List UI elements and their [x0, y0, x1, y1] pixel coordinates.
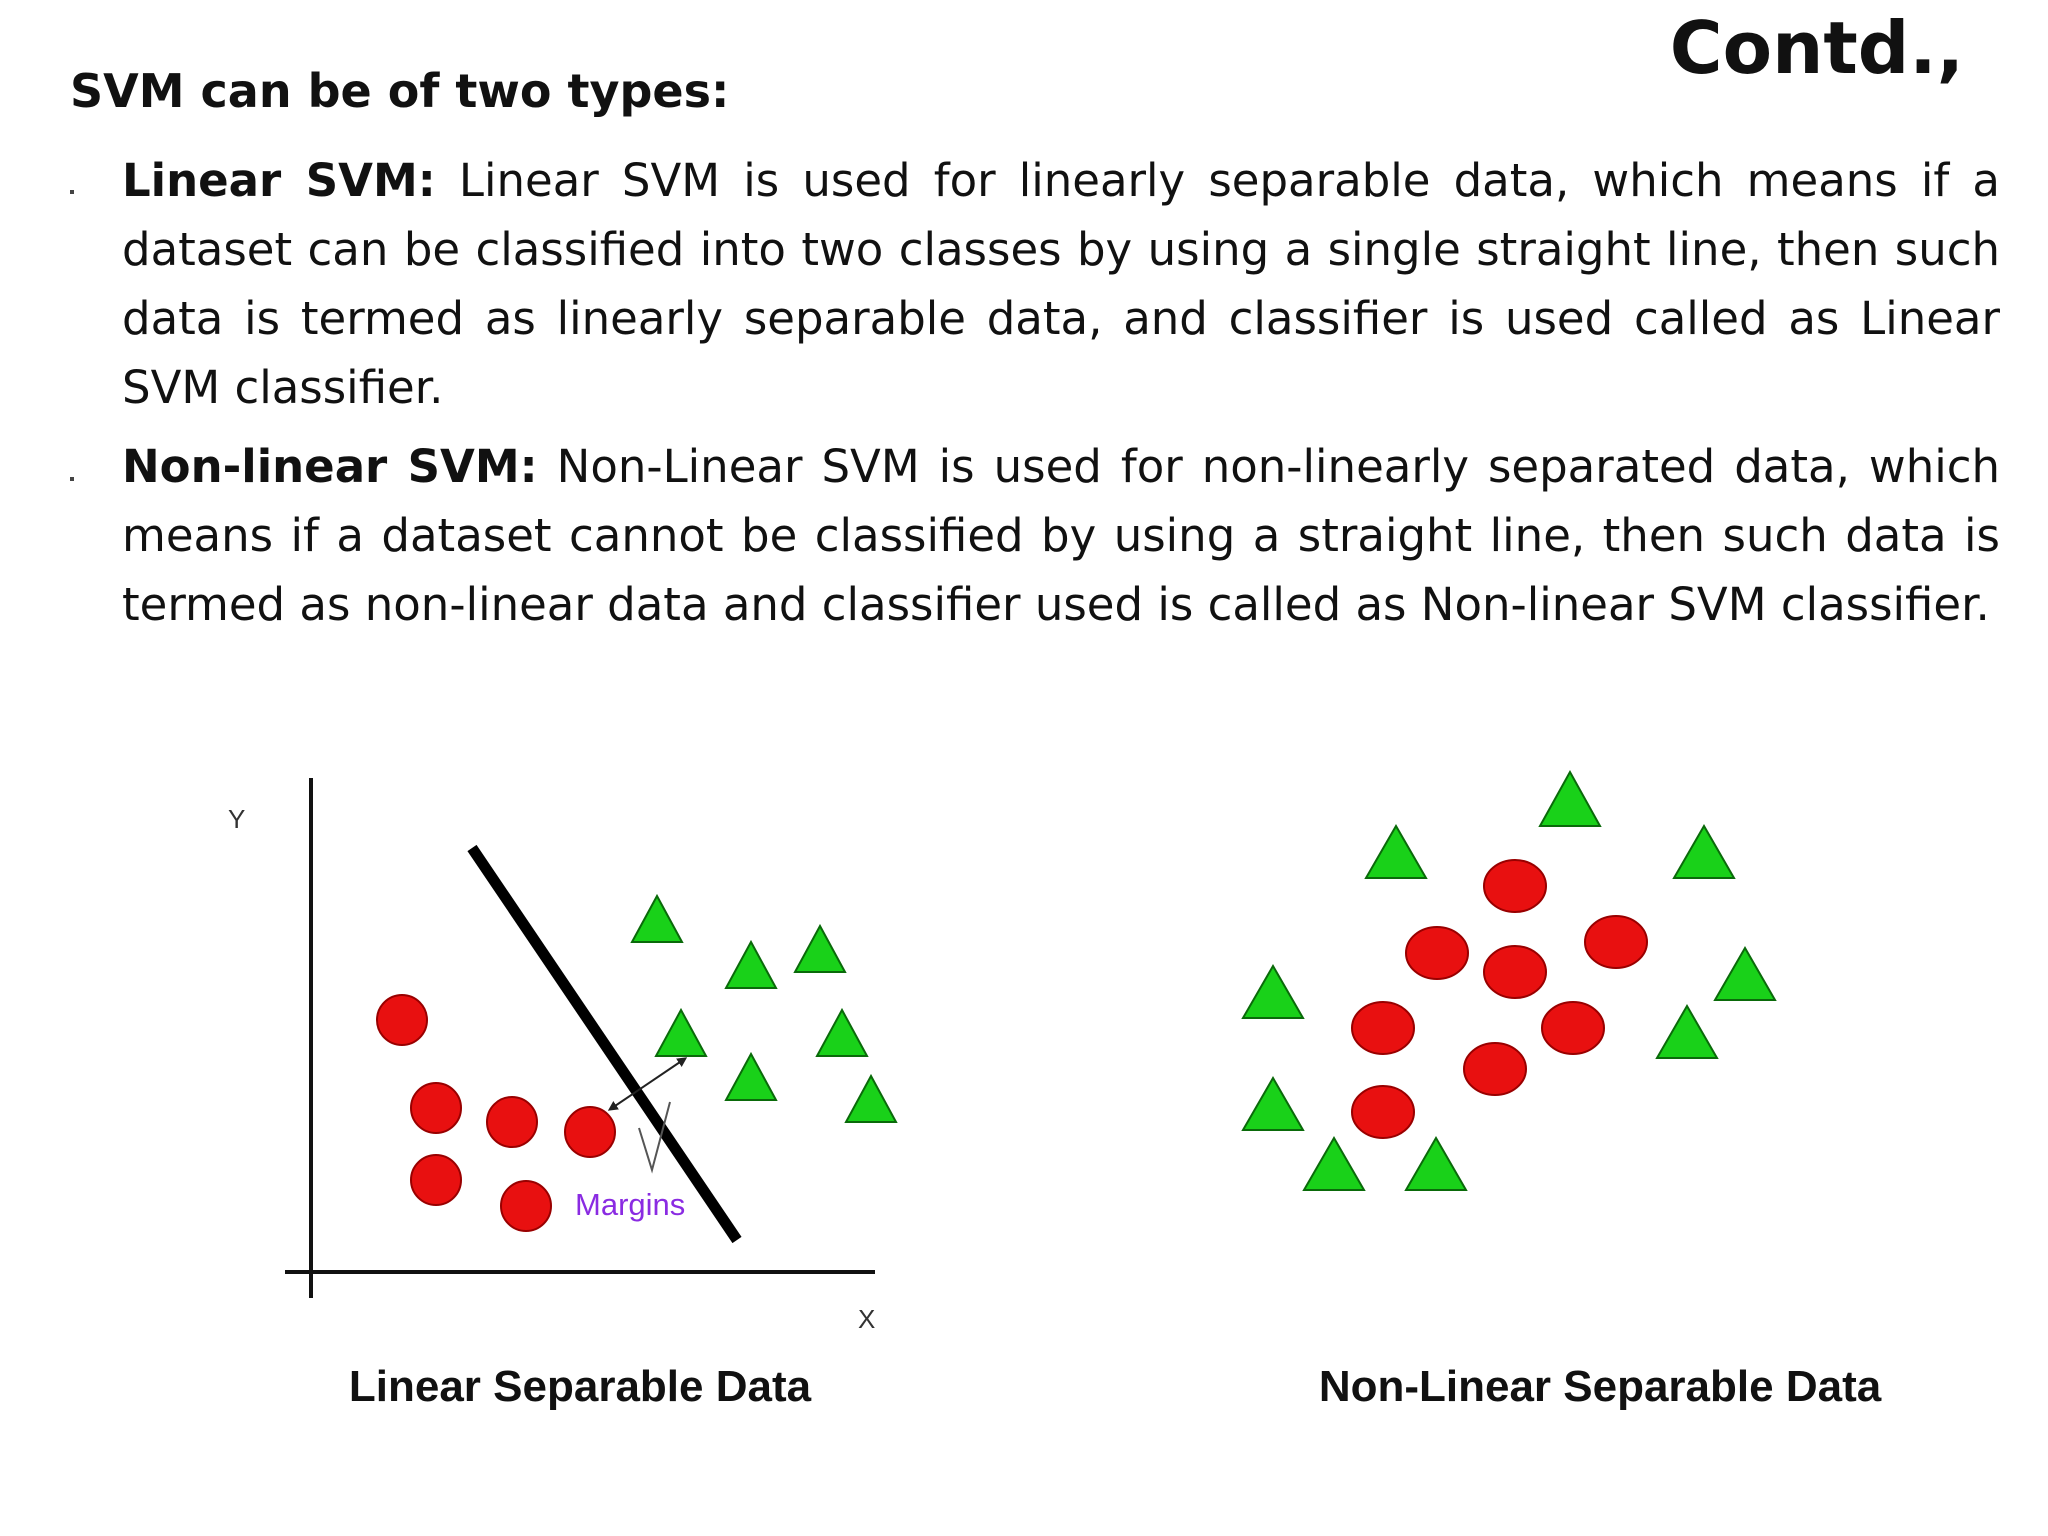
margins-annotation: Margins — [575, 1187, 686, 1222]
circle-point — [501, 1181, 551, 1231]
circle-point — [377, 995, 427, 1045]
nonlinear-diagram-caption: Non-Linear Separable Data — [1318, 1362, 1882, 1411]
bullet-term: Non-linear SVM: — [122, 440, 538, 493]
bullet-marker — [70, 190, 74, 194]
triangle-point — [1540, 772, 1600, 826]
circle-point — [1406, 927, 1468, 979]
triangle-point — [1366, 826, 1426, 878]
triangle-point — [1406, 1138, 1466, 1190]
circle-point — [487, 1097, 537, 1147]
triangle-point — [795, 926, 845, 972]
triangle-point — [726, 942, 776, 988]
class-triangles — [632, 896, 896, 1122]
triangle-point — [656, 1010, 706, 1056]
triangle-point — [632, 896, 682, 942]
circle-point — [1352, 1002, 1414, 1054]
circle-point — [565, 1107, 615, 1157]
circle-point — [1484, 860, 1546, 912]
circle-point — [1585, 916, 1647, 968]
bullet-linear-svm — [122, 146, 2000, 422]
linear-diagram-caption: Linear Separable Data — [348, 1362, 812, 1411]
class-circles — [1352, 860, 1647, 1138]
bullet-marker — [70, 477, 74, 481]
slide-title: Contd., — [1669, 6, 1964, 90]
x-axis-label: X — [858, 1304, 876, 1334]
circle-point — [1352, 1086, 1414, 1138]
bullet-nonlinear-svm — [122, 432, 2000, 639]
y-axis-label: Y — [228, 804, 246, 834]
circle-point — [411, 1083, 461, 1133]
triangle-point — [817, 1010, 867, 1056]
triangle-point — [1243, 1078, 1303, 1130]
triangle-point — [1674, 826, 1734, 878]
triangle-point — [846, 1076, 896, 1122]
bullet-term: Linear SVM: — [122, 154, 436, 207]
triangle-point — [1715, 948, 1775, 1000]
circle-point — [1484, 946, 1546, 998]
triangle-point — [1657, 1006, 1717, 1058]
bullet-text: Non-Linear SVM is used for non-linearly separated data, which means if a dataset cannot be classified by using a straight line, then such data is termed as non-linear data and classifier used is called as Non-linear SVM classifier. — [122, 440, 2000, 631]
triangle-point — [1243, 966, 1303, 1018]
linear-separable-diagram — [180, 760, 940, 1360]
triangle-point — [726, 1054, 776, 1100]
bullet-text: Linear SVM is used for linearly separable data, which means if a dataset can be classified into two classes by using a single straight line, then such data is termed as linearly separable data, and classifier is used called as Linear SVM classifier. — [122, 154, 2000, 414]
nonlinear-separable-diagram — [1220, 760, 1840, 1220]
triangle-point — [1304, 1138, 1364, 1190]
intro-heading: SVM can be of two types: — [70, 64, 730, 118]
circle-point — [411, 1155, 461, 1205]
circle-point — [1542, 1002, 1604, 1054]
circle-point — [1464, 1043, 1526, 1095]
